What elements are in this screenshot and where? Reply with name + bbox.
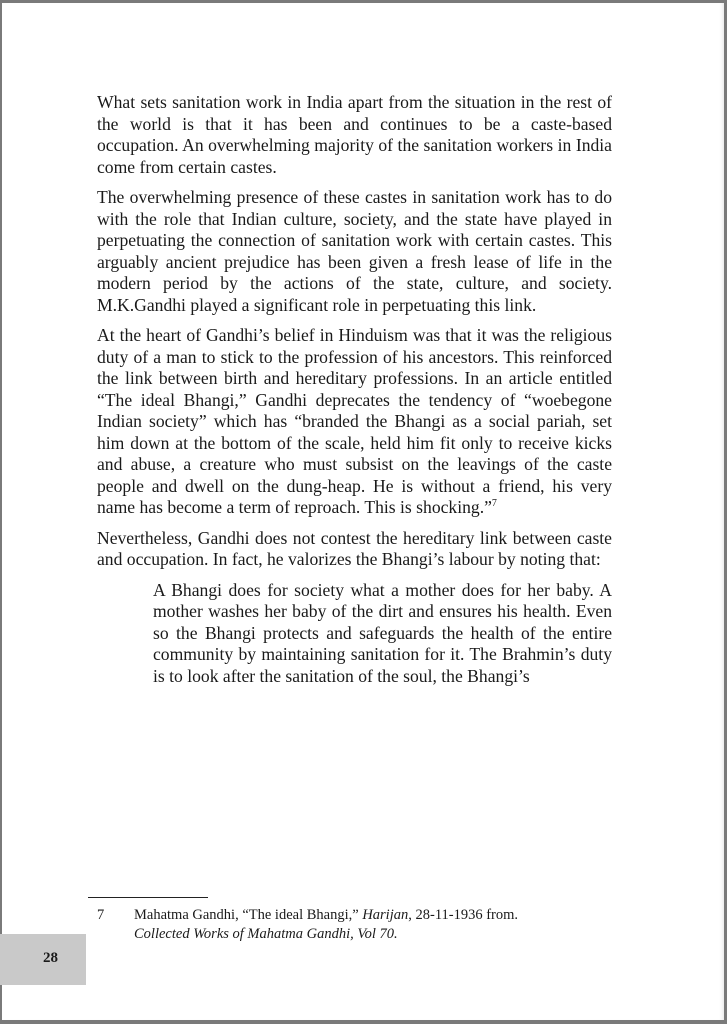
footnote-text [134,906,617,944]
footnote-reference[interactable]: 7 [491,498,497,509]
footnote-number: 7 [97,907,105,923]
paragraph-3-text: At the heart of Gandhi’s belief in Hinduism was that it was the religious duty of a man to stick to the profession of his ancestors. This reinforced the link between birth and hereditary professions. In an article entitled “The ideal Bhangi,” Gandhi deprecates the tendency of “woebegone Indian society” which has “branded the Bhangi as a social pariah, set him down at the bottom of the scale, held him fit only to receive kicks and abuse, a creature who must subsist on the leavings of the caste people and dwell on the dung-heap. He is without a friend, his very name has become a term of reproach. This is shocking.” [97,325,612,517]
document-page [2,3,724,1020]
block-quote: A Bhangi does for society what a mother does for her baby. A mother washes her baby of the dirt and ensures his health. Even so the Bhangi protects and safeguards the health of the entire community by maintaining sanitation for it. The Brahmin’s duty is to look after the sanitation of the soul, the Bhangi’s [153,579,612,686]
paragraph-1: What sets sanitation work in India apart from the situation in the rest of the world is that it has been and continues to be a caste-based occupation. An overwhelming majority of the sanitation workers in India come from certain castes. [97,92,612,177]
footnote-source-title: Harijan [362,907,409,923]
paragraph-3 [97,325,612,519]
footnote-collection: Collected Works of Mahatma Gandhi, Vol 70. [134,926,398,942]
footnote-date: , 28-11-1936 from. [408,907,519,923]
page-number: 28 [43,950,58,966]
page-number-tab [0,934,86,985]
footnote-text-before: Mahatma Gandhi, “The ideal Bhangi,” [134,907,363,923]
paragraph-2: The overwhelming presence of these castes in sanitation work has to do with the role that Indian culture, society, and the state have played in perpetuating the connection of sanitation work with certain castes. This arguably ancient prejudice has been given a fresh lease of life in the modern period by the actions of the state, culture, and society. M.K.Gandhi played a significant role in perpetuating this link. [97,187,612,315]
paragraph-4: Nevertheless, Gandhi does not contest the hereditary link between caste and occupation. In fact, he valorizes the Bhangi’s labour by noting that: [97,527,612,569]
footnote [97,906,617,944]
footnote-divider [88,897,208,898]
body-text [97,92,612,687]
